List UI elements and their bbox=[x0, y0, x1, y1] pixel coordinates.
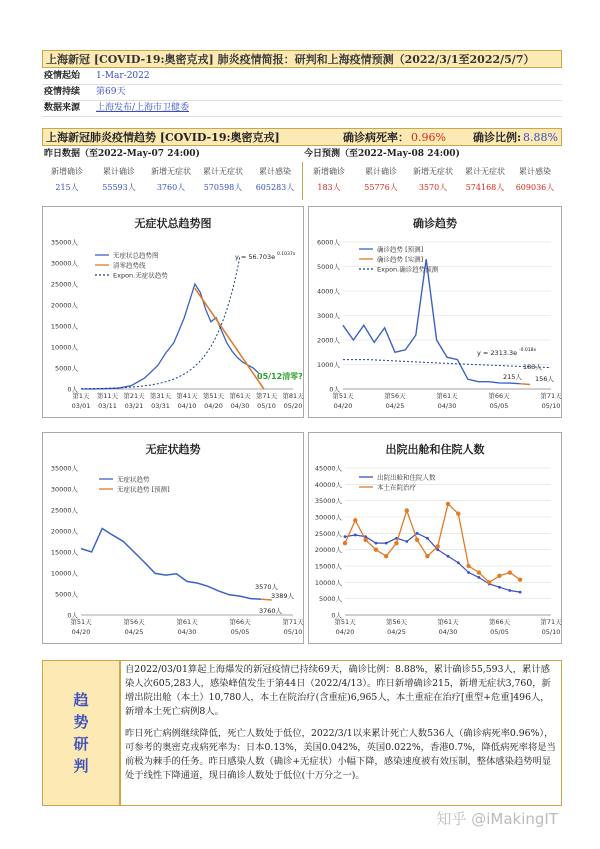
x-day-label: 第66天 bbox=[488, 392, 510, 400]
x-tick-label: 05/10 bbox=[283, 628, 303, 636]
x-day-label: 第61天 bbox=[229, 392, 251, 400]
x-day-label: 第31天 bbox=[149, 392, 172, 400]
x-day-label: 第51天 bbox=[202, 392, 225, 400]
series-line bbox=[195, 288, 264, 389]
legend-label: 本土在院治疗 bbox=[377, 483, 416, 492]
x-day-label: 第56天 bbox=[385, 618, 408, 626]
chart-hospital bbox=[308, 432, 562, 644]
chart-svg bbox=[309, 207, 563, 419]
legend-label: 无症状趋势 bbox=[117, 475, 150, 484]
y-tick-label: 10000人 bbox=[50, 569, 78, 578]
data-point bbox=[457, 561, 460, 564]
y-tick-label: 1000人 bbox=[316, 361, 340, 369]
value-label: 3570人 bbox=[255, 583, 279, 591]
page-title: 上海新冠 [COVID-19:奥密克戎] 肺炎疫情简报：研判和上海疫情预测（2022/3/1至2022/5/7） bbox=[42, 50, 562, 68]
col-header: 累计确诊 bbox=[365, 167, 397, 176]
info-value: 第69天 bbox=[96, 87, 126, 97]
analysis-label-box bbox=[42, 660, 120, 806]
value-label: 156人 bbox=[535, 375, 554, 383]
legend-label: 确诊趋势 [实测] bbox=[377, 255, 424, 264]
equation-exponent: -0.018x bbox=[519, 348, 537, 353]
data-point bbox=[425, 554, 429, 558]
col-header: 累计感染 bbox=[519, 167, 551, 176]
info-key: 数据来源 bbox=[44, 103, 81, 113]
data-point bbox=[508, 589, 511, 592]
data-point bbox=[436, 544, 440, 548]
x-tick-label: 05/20 bbox=[283, 402, 303, 410]
chart-confirmed bbox=[308, 206, 562, 418]
value-label: 215人 bbox=[503, 373, 522, 381]
chart-title: 无症状趋势 bbox=[145, 443, 201, 456]
col-value: 215人 bbox=[55, 183, 79, 192]
source-link[interactable]: 上海发布/上海市卫健委 bbox=[96, 103, 190, 113]
series-line bbox=[520, 384, 530, 385]
analysis-text bbox=[120, 660, 562, 806]
col-header: 新增无症状 bbox=[413, 167, 453, 176]
chart-svg bbox=[309, 433, 563, 645]
y-tick-label: 35000人 bbox=[50, 238, 78, 247]
x-day-label: 第71天 bbox=[255, 392, 278, 400]
x-day-label: 第66天 bbox=[488, 618, 511, 626]
x-day-label: 第51天 bbox=[332, 392, 354, 400]
data-point bbox=[446, 502, 450, 506]
data-point bbox=[487, 580, 491, 584]
trend-title: 上海新冠肺炎疫情趋势 [COVID-19:奥密克戎] bbox=[46, 131, 280, 144]
chart-asymptomatic bbox=[42, 432, 304, 644]
chart-asymptomatic-total bbox=[42, 206, 304, 418]
data-point bbox=[385, 542, 388, 545]
data-point bbox=[518, 578, 522, 582]
info-key: 疫情起始 bbox=[44, 71, 81, 81]
chart-title: 出院出舱和住院人数 bbox=[385, 443, 485, 456]
y-tick-label: 0人 bbox=[331, 611, 342, 620]
y-tick-label: 30000人 bbox=[314, 513, 342, 522]
legend-label: Expon.无症状趋势 bbox=[113, 271, 168, 280]
yesterday-table bbox=[42, 162, 303, 200]
analysis-paragraph: 自2022/03/01算起上海爆发的新冠疫情已持续69天，确诊比例：8.88%，累计确诊55,593人，累计感染人次605,283人，感染峰值发生于第44日（2022/4/13）。昨日新增确诊215，新增无症状3,760，新增出院出舱（本土）10,780人，本土在院治疗(含重症)6,965人，本土重症在治疗[重型+危重]496人，新增本土死亡病例8人。 bbox=[125, 664, 551, 717]
y-tick-label: 15000人 bbox=[50, 548, 78, 557]
y-tick-label: 20000人 bbox=[50, 527, 78, 536]
y-tick-label: 0人 bbox=[67, 385, 78, 394]
info-row-duration bbox=[42, 84, 562, 101]
info-key: 疫情持续 bbox=[44, 87, 81, 97]
series-line bbox=[345, 533, 520, 592]
x-tick-label: 04/30 bbox=[437, 402, 457, 410]
death-rate-value: 0.96% bbox=[411, 131, 446, 144]
data-point bbox=[405, 540, 408, 543]
col-value: 605283人 bbox=[255, 183, 295, 192]
info-row-source bbox=[42, 100, 562, 117]
data-point bbox=[447, 555, 450, 558]
legend-label: 无症状总趋势图 bbox=[113, 251, 159, 260]
data-point bbox=[508, 570, 512, 574]
analysis-paragraph: 昨日死亡病例继续降低，死亡人数处于低位，2022/3/1以来累计死亡人数536人（确诊病死率0.96%），可参考的奥密克戎病死率为：日本0.13%，美国0.042%，英国0.022%，香港0.7%，降低病死率将是当前极为棘手的任务。昨日感染人数（确诊+无症状）小幅下降，感染速度被有效压制，整体感染趋势明显处于线性下降通道，现日确诊人数处于低位(十万分之一)。 bbox=[125, 728, 556, 781]
y-tick-label: 15000人 bbox=[314, 562, 342, 571]
y-tick-label: 10000人 bbox=[50, 343, 78, 352]
x-day-label: 第41天 bbox=[176, 392, 198, 400]
y-tick-label: 25000人 bbox=[50, 506, 78, 515]
col-value: 609036人 bbox=[515, 183, 555, 192]
x-day-label: 第11天 bbox=[96, 392, 119, 400]
x-tick-label: 05/05 bbox=[489, 402, 509, 410]
x-day-label: 第71天 bbox=[540, 392, 562, 400]
data-point bbox=[405, 508, 409, 512]
chart-svg bbox=[43, 433, 305, 645]
info-row-start bbox=[42, 68, 562, 85]
yesterday-title: 昨日数据（至2022-May-07 24:00) bbox=[44, 149, 200, 159]
x-tick-label: 05/10 bbox=[257, 402, 276, 410]
chart-title: 确诊趋势 bbox=[413, 217, 457, 230]
legend-label: 无症状趋势 [预测] bbox=[117, 485, 170, 494]
analysis-label-char: 研 bbox=[73, 735, 89, 753]
y-tick-label: 45000人 bbox=[314, 464, 342, 473]
x-tick-label: 05/10 bbox=[541, 402, 561, 410]
forecast-table bbox=[304, 162, 562, 200]
data-point bbox=[394, 541, 398, 545]
x-tick-label: 03/31 bbox=[151, 402, 170, 410]
y-tick-label: 5000人 bbox=[54, 590, 78, 599]
col-value: 3570人 bbox=[418, 183, 448, 192]
x-day-label: 第81天 bbox=[282, 392, 304, 400]
analysis-label-char: 势 bbox=[73, 713, 89, 731]
y-tick-label: 20000人 bbox=[314, 546, 342, 555]
value-label: 3389人 bbox=[271, 592, 295, 600]
forecast-title: 今日预测（至2022-May-08 24:00) bbox=[304, 149, 460, 159]
y-tick-label: 25000人 bbox=[50, 280, 78, 289]
y-tick-label: 4000人 bbox=[316, 287, 340, 296]
legend-label: 清零趋势线 bbox=[113, 261, 146, 270]
analysis-label-char: 趋 bbox=[73, 691, 89, 709]
y-tick-label: 20000人 bbox=[50, 301, 78, 310]
data-point bbox=[478, 576, 481, 579]
y-tick-label: 30000人 bbox=[50, 485, 78, 494]
data-point bbox=[344, 535, 347, 538]
col-value: 3760人 bbox=[156, 183, 186, 192]
data-point bbox=[498, 586, 501, 589]
analysis-label-char: 判 bbox=[73, 757, 89, 775]
chart-title: 无症状总趋势图 bbox=[134, 217, 212, 230]
x-tick-label: 03/01 bbox=[71, 402, 91, 410]
x-day-label: 第56天 bbox=[123, 618, 145, 626]
equation-label: y = 2313.3e bbox=[477, 349, 518, 357]
x-day-label: 第66天 bbox=[229, 618, 251, 626]
y-tick-label: 10000人 bbox=[314, 578, 342, 587]
y-tick-label: 40000人 bbox=[314, 480, 342, 489]
data-point bbox=[354, 534, 357, 537]
col-value: 570598人 bbox=[203, 183, 243, 192]
x-day-label: 第71天 bbox=[282, 618, 304, 626]
y-tick-label: 15000人 bbox=[50, 322, 78, 331]
x-tick-label: 04/25 bbox=[385, 402, 405, 410]
x-tick-label: 04/25 bbox=[387, 628, 406, 636]
data-point bbox=[467, 571, 470, 574]
x-tick-label: 03/21 bbox=[124, 402, 144, 410]
col-header: 新增确诊 bbox=[313, 167, 345, 176]
death-rate-label: 确诊病死率： bbox=[343, 131, 409, 144]
data-point bbox=[426, 537, 429, 540]
data-point bbox=[477, 570, 481, 574]
y-tick-label: 6000人 bbox=[316, 238, 340, 247]
x-day-label: 第61天 bbox=[437, 618, 459, 626]
x-day-label: 第61天 bbox=[436, 392, 458, 400]
col-header: 累计无症状 bbox=[465, 167, 505, 176]
col-value: 55593人 bbox=[102, 183, 136, 192]
data-point bbox=[436, 548, 439, 551]
y-tick-label: 2000人 bbox=[316, 336, 340, 345]
x-tick-label: 04/20 bbox=[333, 402, 353, 410]
y-tick-label: 5000人 bbox=[316, 263, 340, 271]
data-point bbox=[519, 591, 522, 594]
y-tick-label: 35000人 bbox=[50, 464, 78, 473]
x-tick-label: 03/11 bbox=[98, 402, 117, 410]
data-point bbox=[466, 564, 470, 568]
data-point bbox=[415, 538, 419, 542]
x-tick-label: 04/30 bbox=[177, 628, 197, 636]
data-point bbox=[363, 538, 367, 542]
col-value: 183人 bbox=[317, 183, 341, 192]
data-point bbox=[375, 542, 378, 545]
col-header: 累计感染 bbox=[259, 167, 291, 176]
data-point bbox=[374, 547, 378, 551]
data-point bbox=[416, 532, 419, 535]
y-tick-label: 0人 bbox=[67, 611, 78, 620]
series-line bbox=[81, 284, 259, 389]
x-day-label: 第21天 bbox=[123, 392, 145, 400]
col-header: 累计无症状 bbox=[203, 167, 243, 176]
data-point bbox=[456, 512, 460, 516]
series-line bbox=[81, 529, 261, 600]
x-tick-label: 04/20 bbox=[204, 402, 223, 410]
x-tick-label: 04/25 bbox=[124, 628, 144, 636]
data-point bbox=[497, 574, 501, 578]
analysis-label bbox=[43, 689, 119, 777]
confirm-ratio-label: 确诊比例: bbox=[473, 131, 522, 144]
legend-label: 出院出舱和住院人数 bbox=[377, 473, 436, 482]
data-point bbox=[353, 518, 357, 522]
x-tick-label: 04/20 bbox=[335, 628, 355, 636]
col-header: 新增无症状 bbox=[151, 167, 191, 176]
y-tick-label: 25000人 bbox=[314, 529, 342, 538]
x-tick-label: 05/05 bbox=[230, 628, 250, 636]
y-tick-label: 3000人 bbox=[316, 312, 340, 320]
value-label: 183人 bbox=[523, 363, 542, 371]
x-day-label: 第1天 bbox=[72, 392, 90, 400]
y-tick-label: 5000人 bbox=[318, 595, 342, 604]
y-tick-label: 0人 bbox=[329, 385, 340, 394]
x-day-label: 第61天 bbox=[176, 618, 198, 626]
watermark: 知乎 @iMakingIT bbox=[436, 810, 558, 828]
series-line bbox=[343, 259, 520, 384]
col-value: 574168人 bbox=[465, 183, 505, 192]
col-header: 新增确诊 bbox=[51, 167, 83, 176]
x-tick-label: 04/10 bbox=[177, 402, 197, 410]
exp-trend-line bbox=[343, 360, 551, 368]
y-tick-label: 35000人 bbox=[314, 497, 342, 506]
y-tick-label: 5000人 bbox=[54, 364, 78, 373]
x-tick-label: 04/30 bbox=[230, 402, 250, 410]
info-value: 1-Mar-2022 bbox=[96, 71, 150, 81]
x-tick-label: 05/10 bbox=[541, 628, 561, 636]
x-day-label: 第51天 bbox=[334, 618, 356, 626]
col-header: 累计确诊 bbox=[103, 167, 135, 176]
x-tick-label: 04/20 bbox=[71, 628, 91, 636]
legend-label: 确诊趋势 [预测] bbox=[377, 245, 424, 254]
col-value: 55776人 bbox=[364, 183, 398, 192]
x-tick-label: 04/30 bbox=[438, 628, 458, 636]
y-tick-label: 30000人 bbox=[50, 259, 78, 268]
clear-date-annotation: 05/12清零? bbox=[257, 372, 303, 381]
equation-label: y = 56.703e bbox=[235, 253, 276, 261]
legend-label: Expon.确诊趋势预测 bbox=[377, 265, 439, 274]
confirm-ratio-value: 8.88% bbox=[523, 131, 558, 144]
x-day-label: 第71天 bbox=[540, 618, 562, 626]
equation-exponent: 0.1037x bbox=[277, 252, 296, 257]
x-day-label: 第51天 bbox=[70, 618, 92, 626]
x-tick-label: 05/05 bbox=[490, 628, 509, 636]
x-day-label: 第56天 bbox=[384, 392, 406, 400]
value-label: 3760人 bbox=[259, 607, 283, 615]
data-point bbox=[343, 541, 347, 545]
data-point bbox=[384, 554, 388, 558]
chart-svg bbox=[43, 207, 305, 419]
trend-bar bbox=[42, 128, 562, 146]
